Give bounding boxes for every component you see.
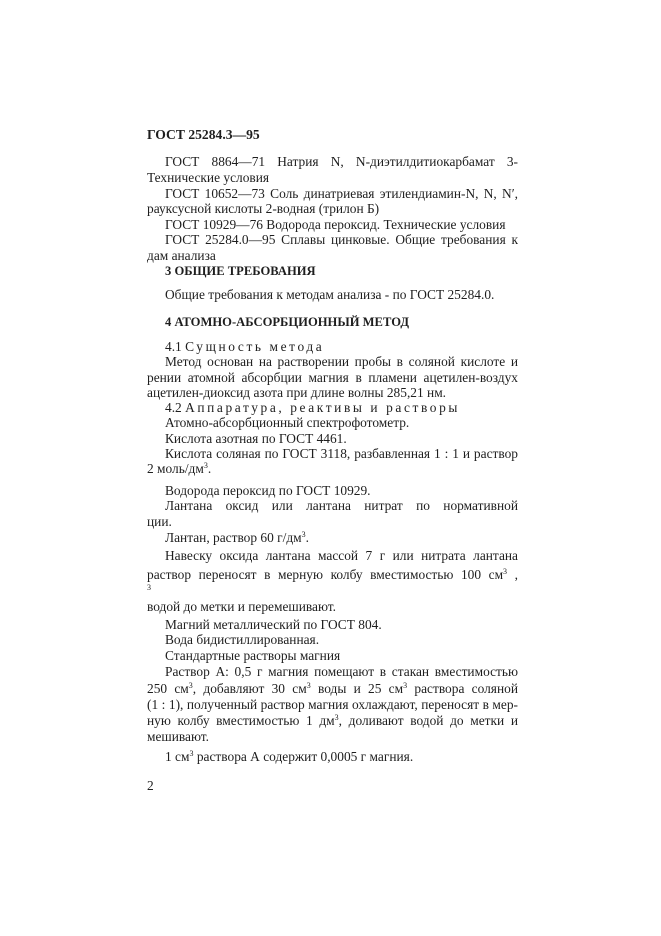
body-line: 2 моль/$дм^3$. [147,461,212,476]
body-line: рении атомной абсорбции магния в пламени ацетилен-воздух [147,370,518,385]
section-paragraph: Общие требования к методам анализа - по ГОСТ 25284.0. [165,287,495,302]
body-line: Стандартные растворы магния [165,648,341,663]
body-line: Кислота азотная по ГОСТ 4461. [165,431,347,446]
reference-line: ГОСТ 10929—76 Водорода пероксид. Технические условия [165,217,506,232]
section-heading-3: 3 ОБЩИЕ ТРЕБОВАНИЯ [165,264,316,278]
reference-line: ГОСТ 25284.0—95 Сплавы цинковые. Общие требования к [165,232,518,247]
body-line: мешивают. [147,729,210,744]
body-line: Кислота соляная по ГОСТ 3118, разбавленная 1 : 1 и раствор [165,446,518,461]
body-line: водой до метки и перемешивают. [147,599,336,614]
body-line: Раствор А: 0,5 г магния помещают в стакан вместимостью [165,664,518,679]
body-line: ную колбу вместимостью 1 $дм^3$, доливают водой до метки и [147,713,518,728]
body-line: раствор переносят в мерную колбу вместимостью 100 $см^3$ , [147,567,518,582]
body-line: (1 : 1), полученный раствор магния охлаждают, переносят в мер- [147,697,518,712]
section-heading-4: 4 АТОМНО-АБСОРБЦИОННЫЙ МЕТОД [165,315,410,329]
subsection-title: 4.1 Сущность метода [165,339,325,354]
body-line: Лантан, раствор 60 $г/дм^3$. [165,530,310,545]
body-line: Атомно-абсорбционный спектрофотометр. [165,415,410,430]
reference-line: Технические условия [147,170,270,185]
reference-line: ГОСТ 8864—71 Натрия N, N-диэтилдитиокарбамат 3- [165,154,518,169]
body-line: 250 $см^3$, добавляют 30 $см^3$ воды и 25 $см^3$ раствора соляной [147,681,518,696]
body-line: Водорода пероксид по ГОСТ 10929. [165,483,371,498]
body-line: 3 [147,583,151,592]
body-line: Магний металлический по ГОСТ 804. [165,617,382,632]
reference-line: дам анализа [147,248,216,263]
body-line: ацетилен-диоксид азота при длине волны 285,21 нм. [147,385,447,400]
body-line: Вода бидистиллированная. [165,632,320,647]
body-line: ции. [147,514,172,529]
body-line: Навеску оксида лантана массой 7 г или нитрата лантана [165,548,518,563]
document-header: ГОСТ 25284.3—95 [147,127,260,142]
reference-line: ГОСТ 10652—73 Соль динатриевая этилендиамин-N, N, N′, [165,186,518,201]
reference-line: рауксусной кислоты 2-водная (трилон Б) [147,201,380,216]
body-line: Метод основан на растворении пробы в соляной кислоте и [165,354,518,369]
body-line: Лантана оксид или лантана нитрат по нормативной [165,498,518,513]
subsection-title: 4.2 Аппаратура, реактивы и растворы [165,400,460,415]
body-line: 1 $см^3$ раствора А содержит 0,0005 г магния. [165,749,414,764]
page-number: 2 [147,778,154,793]
